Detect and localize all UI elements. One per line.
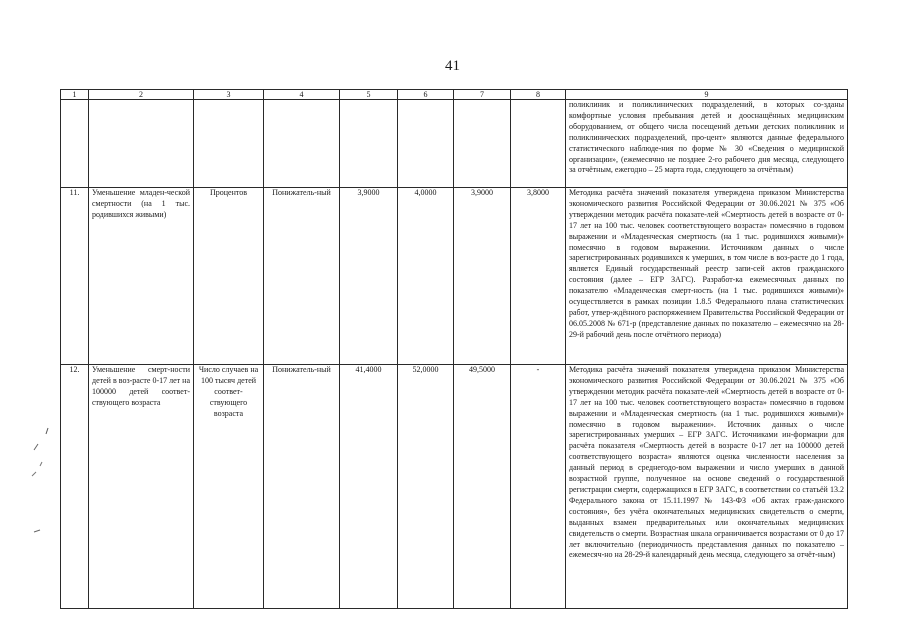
column-number-row bbox=[61, 90, 848, 100]
method-text: Методика расчёта значений показателя утверждена приказом Министерства экономического развития Российской Федерации от 30.06.2021 № 375 «Об утверждении методик расчёта показате-лей «Смертность детей в возрасте от 0-17 лет на 100 тыс. человек соответствующего возраста» помесячно в годовом выражении и «Младенческая смертность (на 1 тыс. родившихся живыми)» помесячно в годовом выражении». Источник данных о числе зарегистрированных умерших – ЕГР ЗАГС. Источниками ин-формации для расчёта показателя «Смертность детей в возрасте 0-17 лет на 100000 детей соответствующего возраста» являются оценка численности населения за данный период в среднегодо-вом выражении и число умерших в данной возрастной группе, полученное на основе сведений о государственной регистрации смерти, содержащихся в ЕГР ЗАГС, в соответствии со статьёй 13.2 Федерального закона от 15.11.1997 № 143-ФЗ «Об актах граж-данского состояния», без учёта окончательных медицинских свидетельств о смерти, выданных взамен предварительных или окончательных медицинских свидетельств о смерти. Возрастная шкала ограничивается возрастами от 0 до 17 лет включительно (периодичность представления данных по показателю – ежемесяч-но на 28-29-й календарный день месяца, следующего за отчёт-ным) bbox=[566, 365, 848, 609]
value-cell: 52,0000 bbox=[398, 365, 454, 609]
table-row bbox=[61, 188, 848, 365]
row-number: 12. bbox=[61, 365, 89, 609]
value-cell: 3,8000 bbox=[511, 188, 566, 365]
value-cell: 41,4000 bbox=[340, 365, 398, 609]
column-header: 6 bbox=[398, 90, 454, 100]
column-header: 9 bbox=[566, 90, 848, 100]
value-cell: 3,9000 bbox=[454, 188, 511, 365]
column-header: 1 bbox=[61, 90, 89, 100]
trend-cell: Понижатель-ный bbox=[264, 188, 340, 365]
column-header: 3 bbox=[194, 90, 264, 100]
value-cell: 4,0000 bbox=[398, 188, 454, 365]
indicators-table bbox=[60, 89, 848, 609]
column-header: 4 bbox=[264, 90, 340, 100]
method-text: Методика расчёта значений показателя утверждена приказом Министерства экономического развития Российской Федерации от 30.06.2021 № 375 «Об утверждении методик расчёта показате-лей «Смертность детей в возрасте от 0-17 лет на 100 тыс. человек соответствующего возраста» помесячно в годовом выражении и «Младенческая смертность (на 1 тыс. родившихся живыми)» помесячно в годовом выражении. Источником данных о числе зарегистрированных родившихся к умерших, в том числе в воз-расте до 1 года, является Единый государственный реестр запи-сей актов гражданского состояния (далее – ЕГР ЗАГС). Разработ-ка ежемесячных данных по показателю «Младенческая смерт-ность (на 1 тыс. родившихся живыми)» осуществляется в рамках позиции 1.8.5 Федерального плана статистических работ, утвер-ждённого распоряжением Правительства Российской Федерации от 06.05.2008 № 671-р (представление данных по показателю – ежемесячно на 28-29-й рабочий день после отчётного периода) bbox=[566, 188, 848, 365]
page-number: 41 bbox=[445, 58, 460, 74]
trend-cell: Понижатель-ный bbox=[264, 365, 340, 609]
continuation-row bbox=[61, 100, 848, 188]
table-row bbox=[61, 365, 848, 609]
value-cell: 3,9000 bbox=[340, 188, 398, 365]
column-header: 7 bbox=[454, 90, 511, 100]
row-number: 11. bbox=[61, 188, 89, 365]
unit-cell: Процентов bbox=[194, 188, 264, 365]
indicator-name: Уменьшение смерт-ности детей в воз-расте 0-17 лет на 100000 детей соответ-ствующего возраста bbox=[89, 365, 194, 609]
continuation-text: поликлиник и поликлинических подразделений, в которых со-зданы комфортные условия пребывания детей и дооснащённых медицинским оборудованием, от общего числа посещений детьми детских поликлиник и поликлинических подразделений, про-цент» являются данные федерального статистического наблюде-ния по форме № 30 «Сведения о медицинской организации», (ежемесячно не позднее 2-го рабочего дня месяца, следующего за отчётным, ежегодно – 25 марта года, следующего за отчётным) bbox=[566, 100, 848, 188]
unit-cell: Число случаев на 100 тысяч детей соответ-ствующего возраста bbox=[194, 365, 264, 609]
column-header: 2 bbox=[89, 90, 194, 100]
value-cell: - bbox=[511, 365, 566, 609]
indicator-name: Уменьшение младен-ческой смертности (на 1 тыс. родившихся живыми) bbox=[89, 188, 194, 365]
column-header: 5 bbox=[340, 90, 398, 100]
value-cell: 49,5000 bbox=[454, 365, 511, 609]
scan-artifact bbox=[28, 420, 58, 540]
column-header: 8 bbox=[511, 90, 566, 100]
